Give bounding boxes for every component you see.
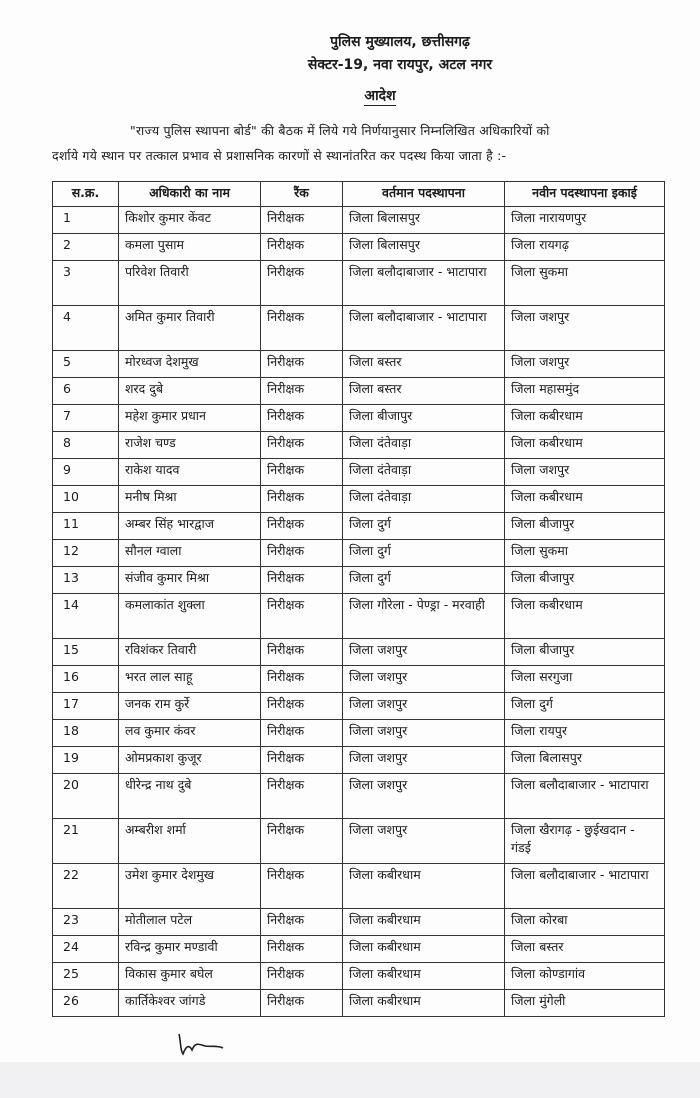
table-row — [53, 486, 665, 513]
serial-cell: 26 — [53, 990, 119, 1017]
table-row — [53, 594, 665, 639]
table-row — [53, 207, 665, 234]
current-posting-cell: जिला जशपुर — [343, 774, 505, 819]
rank-cell: निरीक्षक — [261, 351, 343, 378]
serial-cell: 16 — [53, 666, 119, 693]
rank-cell: निरीक्षक — [261, 819, 343, 864]
current-posting-cell: जिला दुर्ग — [343, 567, 505, 594]
table-row — [53, 459, 665, 486]
officer-name-cell: मोरध्वज देशमुख — [119, 351, 261, 378]
officer-name-cell: सौनल ग्वाला — [119, 540, 261, 567]
officer-name-cell: शरद दुबे — [119, 378, 261, 405]
serial-cell: 23 — [53, 909, 119, 936]
office-address: सेक्टर-19, नवा रायपुर, अटल नगर — [307, 57, 493, 73]
new-posting-cell: जिला कोरबा — [505, 909, 665, 936]
new-posting-cell: जिला बस्तर — [505, 936, 665, 963]
table-header-row — [53, 182, 665, 207]
current-posting-cell: जिला दुर्ग — [343, 540, 505, 567]
officer-name-cell: लव कुमार कंवर — [119, 720, 261, 747]
order-title-text: आदेश — [364, 88, 396, 104]
rank-cell: निरीक्षक — [261, 567, 343, 594]
rank-cell: निरीक्षक — [261, 513, 343, 540]
officer-name-cell: कमला पुसाम — [119, 234, 261, 261]
officer-name-cell: विकास कुमार बघेल — [119, 963, 261, 990]
new-posting-cell: जिला कबीरधाम — [505, 432, 665, 459]
current-posting-cell: जिला जशपुर — [343, 747, 505, 774]
header-officer-name: अधिकारी का नाम — [119, 182, 261, 207]
current-posting-cell: जिला जशपुर — [343, 819, 505, 864]
table-row — [53, 405, 665, 432]
table-row — [53, 666, 665, 693]
new-posting-cell: जिला मुंगेली — [505, 990, 665, 1017]
current-posting-cell: जिला बलौदाबाजार - भाटापारा — [343, 306, 505, 351]
current-posting-cell: जिला बस्तर — [343, 351, 505, 378]
new-posting-cell: जिला कबीरधाम — [505, 594, 665, 639]
serial-cell: 3 — [53, 261, 119, 306]
serial-cell: 18 — [53, 720, 119, 747]
rank-cell: निरीक्षक — [261, 207, 343, 234]
officer-name-cell: धीरेन्द्र नाथ दुबे — [119, 774, 261, 819]
rank-cell: निरीक्षक — [261, 747, 343, 774]
serial-cell: 13 — [53, 567, 119, 594]
serial-cell: 15 — [53, 639, 119, 666]
table-row — [53, 513, 665, 540]
table-row — [53, 234, 665, 261]
rank-cell: निरीक्षक — [261, 909, 343, 936]
officer-name-cell: परिवेश तिवारी — [119, 261, 261, 306]
current-posting-cell: जिला बीजापुर — [343, 405, 505, 432]
officer-name-cell: अम्बरीश शर्मा — [119, 819, 261, 864]
signature-mark — [175, 1032, 235, 1058]
table-row — [53, 540, 665, 567]
current-posting-cell: जिला कबीरधाम — [343, 990, 505, 1017]
table-row — [53, 567, 665, 594]
current-posting-cell: जिला जशपुर — [343, 666, 505, 693]
table-row — [53, 909, 665, 936]
current-posting-cell: जिला दुर्ग — [343, 513, 505, 540]
current-posting-cell: जिला दंतेवाड़ा — [343, 432, 505, 459]
rank-cell: निरीक्षक — [261, 666, 343, 693]
serial-cell: 8 — [53, 432, 119, 459]
new-posting-cell: जिला रायपुर — [505, 720, 665, 747]
serial-cell: 12 — [53, 540, 119, 567]
current-posting-cell: जिला बलौदाबाजार - भाटापारा — [343, 261, 505, 306]
current-posting-cell: जिला कबीरधाम — [343, 936, 505, 963]
serial-cell: 2 — [53, 234, 119, 261]
table-body — [53, 207, 665, 1017]
current-posting-cell: जिला दंतेवाड़ा — [343, 459, 505, 486]
rank-cell: निरीक्षक — [261, 432, 343, 459]
table-row — [53, 306, 665, 351]
officer-name-cell: कार्तिकेश्वर जांगडे — [119, 990, 261, 1017]
serial-cell: 9 — [53, 459, 119, 486]
current-posting-cell: जिला जशपुर — [343, 639, 505, 666]
rank-cell: निरीक्षक — [261, 594, 343, 639]
current-posting-cell: जिला जशपुर — [343, 720, 505, 747]
intro-line-1: "राज्य पुलिस स्थापना बोर्ड" की बैठक में लिये गये निर्णयानुसार निम्नलिखित अधिकारियों को — [130, 123, 550, 138]
rank-cell: निरीक्षक — [261, 639, 343, 666]
table-row — [53, 819, 665, 864]
rank-cell: निरीक्षक — [261, 936, 343, 963]
office-name: पुलिस मुख्यालय, छत्तीसगढ़ — [330, 34, 470, 50]
officer-name-cell: मोतीलाल पटेल — [119, 909, 261, 936]
new-posting-cell: जिला नारायणपुर — [505, 207, 665, 234]
table-row — [53, 432, 665, 459]
officer-name-cell: अमित कुमार तिवारी — [119, 306, 261, 351]
current-posting-cell: जिला कबीरधाम — [343, 909, 505, 936]
officer-name-cell: राजेश चण्ड — [119, 432, 261, 459]
rank-cell: निरीक्षक — [261, 378, 343, 405]
new-posting-cell: जिला सरगुजा — [505, 666, 665, 693]
officer-name-cell: महेश कुमार प्रधान — [119, 405, 261, 432]
rank-cell: निरीक्षक — [261, 720, 343, 747]
new-posting-cell: जिला बिलासपुर — [505, 747, 665, 774]
rank-cell: निरीक्षक — [261, 234, 343, 261]
table-row — [53, 351, 665, 378]
table-row — [53, 639, 665, 666]
officer-name-cell: मनीष मिश्रा — [119, 486, 261, 513]
serial-cell: 4 — [53, 306, 119, 351]
header-current-posting: वर्तमान पदस्थापना — [343, 182, 505, 207]
current-posting-cell: जिला बिलासपुर — [343, 234, 505, 261]
new-posting-cell: जिला बलौदाबाजार - भाटापारा — [505, 864, 665, 909]
rank-cell: निरीक्षक — [261, 963, 343, 990]
table-row — [53, 990, 665, 1017]
table-row — [53, 747, 665, 774]
rank-cell: निरीक्षक — [261, 459, 343, 486]
rank-cell: निरीक्षक — [261, 486, 343, 513]
new-posting-cell: जिला बीजापुर — [505, 567, 665, 594]
officer-name-cell: संजीव कुमार मिश्रा — [119, 567, 261, 594]
table-row — [53, 261, 665, 306]
rank-cell: निरीक्षक — [261, 405, 343, 432]
rank-cell: निरीक्षक — [261, 306, 343, 351]
rank-cell: निरीक्षक — [261, 990, 343, 1017]
new-posting-cell: जिला रायगढ़ — [505, 234, 665, 261]
new-posting-cell: जिला बीजापुर — [505, 513, 665, 540]
serial-cell: 6 — [53, 378, 119, 405]
serial-cell: 5 — [53, 351, 119, 378]
new-posting-cell: जिला महासमुंद — [505, 378, 665, 405]
serial-cell: 22 — [53, 864, 119, 909]
officer-name-cell: कमलाकांत शुक्ला — [119, 594, 261, 639]
new-posting-cell: जिला दुर्ग — [505, 693, 665, 720]
table-row — [53, 378, 665, 405]
serial-cell: 1 — [53, 207, 119, 234]
table-row — [53, 963, 665, 990]
new-posting-cell: जिला जशपुर — [505, 459, 665, 486]
current-posting-cell: जिला दंतेवाड़ा — [343, 486, 505, 513]
serial-cell: 17 — [53, 693, 119, 720]
rank-cell: निरीक्षक — [261, 774, 343, 819]
current-posting-cell: जिला जशपुर — [343, 693, 505, 720]
table-row — [53, 693, 665, 720]
new-posting-cell: जिला खैरागढ़ - छुईखदान - गंडई — [505, 819, 665, 864]
page-footer-band — [0, 1062, 700, 1098]
new-posting-cell: जिला कबीरधाम — [505, 486, 665, 513]
officer-name-cell: किशोर कुमार केंवट — [119, 207, 261, 234]
current-posting-cell: जिला कबीरधाम — [343, 963, 505, 990]
officer-name-cell: रविन्द्र कुमार मण्डावी — [119, 936, 261, 963]
officer-name-cell: उमेश कुमार देशमुख — [119, 864, 261, 909]
new-posting-cell: जिला सुकमा — [505, 261, 665, 306]
rank-cell: निरीक्षक — [261, 864, 343, 909]
table-row — [53, 936, 665, 963]
new-posting-cell: जिला बीजापुर — [505, 639, 665, 666]
new-posting-cell: जिला जशपुर — [505, 351, 665, 378]
table-row — [53, 774, 665, 819]
serial-cell: 20 — [53, 774, 119, 819]
order-title — [0, 86, 700, 105]
officer-name-cell: अम्बर सिंह भारद्वाज — [119, 513, 261, 540]
rank-cell: निरीक्षक — [261, 261, 343, 306]
new-posting-cell: जिला कोण्डागांव — [505, 963, 665, 990]
officer-name-cell: रविशंकर तिवारी — [119, 639, 261, 666]
current-posting-cell: जिला बिलासपुर — [343, 207, 505, 234]
rank-cell: निरीक्षक — [261, 693, 343, 720]
current-posting-cell: जिला बस्तर — [343, 378, 505, 405]
officer-name-cell: ओमप्रकाश कुजूर — [119, 747, 261, 774]
header-serial: स.क्र. — [53, 182, 119, 207]
serial-cell: 7 — [53, 405, 119, 432]
officer-name-cell: जनक राम कुर्रे — [119, 693, 261, 720]
officer-name-cell: राकेश यादव — [119, 459, 261, 486]
new-posting-cell: जिला कबीरधाम — [505, 405, 665, 432]
new-posting-cell: जिला बलौदाबाजार - भाटापारा — [505, 774, 665, 819]
rank-cell: निरीक्षक — [261, 540, 343, 567]
table-row — [53, 864, 665, 909]
new-posting-cell: जिला सुकमा — [505, 540, 665, 567]
serial-cell: 24 — [53, 936, 119, 963]
serial-cell: 25 — [53, 963, 119, 990]
header-rank: रैंक — [261, 182, 343, 207]
serial-cell: 10 — [53, 486, 119, 513]
serial-cell: 19 — [53, 747, 119, 774]
table-row — [53, 720, 665, 747]
current-posting-cell: जिला गौरेला - पेण्ड्रा - मरवाही — [343, 594, 505, 639]
serial-cell: 11 — [53, 513, 119, 540]
transfer-table — [52, 181, 665, 1017]
current-posting-cell: जिला कबीरधाम — [343, 864, 505, 909]
serial-cell: 21 — [53, 819, 119, 864]
officer-name-cell: भरत लाल साहू — [119, 666, 261, 693]
serial-cell: 14 — [53, 594, 119, 639]
header-new-posting: नवीन पदस्थापना इकाई — [505, 182, 665, 207]
intro-line-2: दर्शाये गये स्थान पर तत्काल प्रभाव से प्रशासनिक कारणों से स्थानांतरित कर पदस्थ किया जाता है :- — [52, 148, 507, 163]
new-posting-cell: जिला जशपुर — [505, 306, 665, 351]
